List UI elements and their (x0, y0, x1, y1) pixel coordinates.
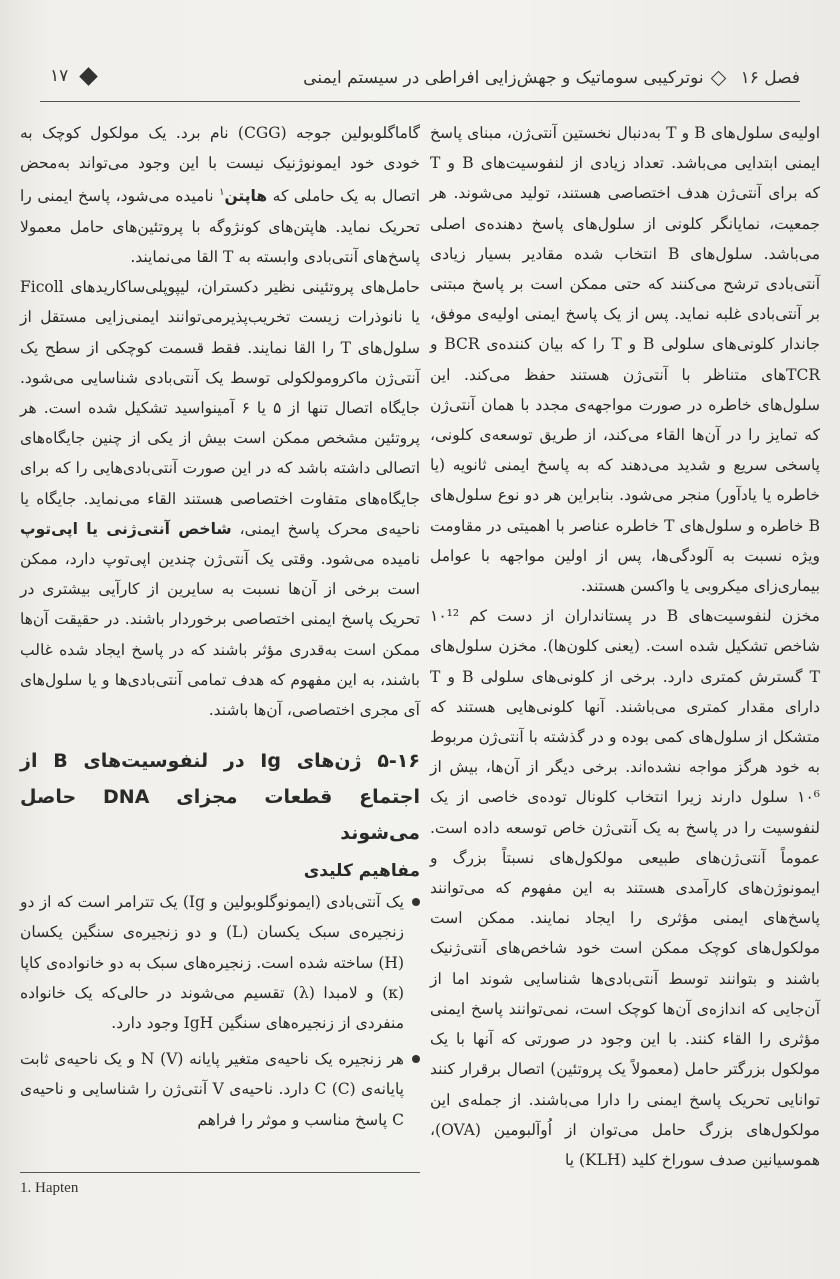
footnote: 1. Hapten (20, 1180, 79, 1196)
list-item: یک آنتی‌بادی (ایمونوگلوبولین و Ig) یک تترامر است که از دو زنجیره‌ی سبک یکسان (L) و دو زنجیره‌ی سنگین یکسان (H) ساخته شده است. زنجیره‌های سبک به دو خانواده‌ی کاپا (κ) و لامبدا (λ) تقسیم می‌شوند در حالی‌که یک خانواده منفردی از زنجیره‌های سنگین IgH وجود دارد. (20, 887, 420, 1038)
list-item: هر زنجیره یک ناحیه‌ی متغیر پایانه N (V) و یک ناحیه‌ی ثابت پایانه‌ی C (C) دارد. ناحیه‌ی V آنتی‌ژن را شناسایی و ناحیه‌ی C پاسخ مناسب و موثر را فراهم (20, 1044, 420, 1135)
page-number-block (50, 66, 105, 86)
header-rule (40, 101, 800, 102)
text-run: گاماگلوبولین جوجه (CGG) نام برد. یک مولکول کوچک به خودی خود ایمونوژنیک نیست با این وجود می‌تواند به‌محض اتصال به یک حاملی که (20, 124, 421, 206)
section-heading: ۵-۱۶ ژن‌های Ig در لنفوسیت‌های B از اجتماع قطعات مجزای DNA حاصل می‌شوند (20, 750, 420, 845)
filled-diamond-icon (80, 67, 98, 85)
diamond-icon (710, 70, 726, 86)
paragraph (20, 118, 420, 272)
text-run: حامل‌های پروتئینی نظیر دکستران، لیپوپلی‌ساکاریدهای Ficoll یا نانوذرات زیست تخریب‌پذیرمی‌توانند ایمنی‌زایی مستقل از سلول‌های T را القا نمایند. فقط قسمت کوچکی از سطح یک آنتی‌ژن ماکرومولکولی توسط یک آنتی‌بادی شناسایی می‌شود. جایگاه اتصال تنها از ۵ یا ۶ آمینواسید تشکیل شده است. هر پروتئین مشخص ممکن است بیش از یکی از چنین جایگاه‌های اتصالی داشته باشد که در این صورت آنتی‌بادی‌هایی را که برای جایگاه‌های متفاوت اختصاصی هستند القاء می‌نماید. جایگاه یا ناحیه‌ی محرک پاسخ ایمنی، (20, 278, 420, 538)
chapter-title: نوترکیبی سوماتیک و جهش‌زایی افراطی در سیستم ایمنی (303, 68, 704, 88)
key-concepts-list (20, 887, 420, 1135)
text-run: نامیده می‌شود، پاسخ ایمنی را تحریک نماید. هاپتن‌های کونژوگه با پروتئین‌های حامل معمولا پاسخ‌های آنتی‌بادی وابسته به T القا می‌نمایند. (20, 187, 420, 266)
page-number: ۱۷ (50, 66, 69, 86)
epitope-term: شاخص آنتی‌ژنی یا اپی‌توپ (20, 519, 232, 538)
footnote-rule (20, 1172, 420, 1173)
text-run: نامیده می‌شود. وقتی یک آنتی‌ژن چندین اپی‌توپ دارد، ممکن است برخی از آن‌ها نسبت به سایرین از کارآیی بیشتری در تحریک پاسخ ایمنی اختصاصی برخوردار باشند. در حقیقت آن‌ها ممکن است به‌قدری مؤثر باشند که در پاسخ ایجاد شده غالب باشند، به این مفهوم که هدف تمامی آنتی‌بادی‌ها و یا سلول‌های آی مجری اختصاصی، آن‌ها باشند. (20, 550, 420, 720)
running-header (40, 58, 800, 98)
chapter-label: فصل ۱۶ (740, 68, 800, 88)
left-column (20, 118, 420, 1141)
right-column (430, 118, 820, 1175)
paragraph: اولیه‌ی سلول‌های B و T به‌دنبال نخستین آنتی‌ژن، مبنای پاسخ ایمنی ابتدایی می‌باشد. تعداد زیادی از لنفوسیت‌های B و T که برای آنتی‌ژن هدف اختصاصی هستند، تولید می‌شوند. هر جمعیت، نمایانگر کلونی از سلول‌های پاسخ دهنده‌ی اصلی می‌باشد. سلول‌های B انتخاب شده مقادیر بسیار زیادی آنتی‌بادی ترشح می‌کنند که حتی ممکن است بر پاسخ مبتنی بر آنتی‌بادی غلبه نماید. پس از یک پاسخ ایمنی اولیه‌ی موفق، جاندار کلونی‌های سلولی B و T را که بیان کننده‌ی BCR و TCRهای متناظر با آنتی‌ژن هستند حفظ می‌کند. این سلول‌های خاطره در صورت مواجهه‌ی مجدد با همان آنتی‌ژن که تمایز را در آن‌ها القاء می‌کند، از طریق توسعه‌ی کلونی، پاسخی سریع و شدید می‌دهند که به پاسخ ایمنی ثانویه (یا خاطره یا یادآور) منجر می‌شود. بنابراین هر دو نوع سلول‌های B خاطره و سلول‌های T خاطره عناصر با اهمیتی در مقاومت ویژه نسبت به آلودگی‌ها، پس از اولین مواجهه با عوامل بیماری‌زای میکروبی یا واکسن هستند. (430, 124, 821, 596)
paragraph (20, 272, 420, 725)
footnote-marker: ۱ (219, 187, 225, 199)
hapten-term: هاپتن (224, 187, 268, 206)
key-concepts-heading: مفاهیم کلیدی (303, 861, 420, 882)
paragraph: مخزن لنفوسیت‌های B در پستانداران از دست کم ۱۰¹² شاخص تشکیل شده است. (یعنی کلون‌ها). مخزن سلول‌های T گسترش کمتری دارد. برخی از کلونی‌های سلولی B و T دارای مقدار کمتری می‌باشند. آنها کلونی‌هایی هستند که متشکل از سلول‌های کمی بوده و در گذشته با آنتی‌ژن مربوط به خود هرگز مواجه نشده‌اند. برخی دیگر از آن‌ها، بیش از ۱۰⁶ سلول دارند زیرا انتخاب کلونال توده‌ی خاصی از یک لنفوسیت را در پاسخ به یک آنتی‌ژن خاص توسعه داده است. عموماً آنتی‌ژن‌های طبیعی مولکول‌های نسبتاً بزرگ و ایمونوژن‌های کارآمدی هستند به این مفهوم که می‌توانند پاسخ‌های ایمنی مؤثری را ایجاد نمایند. ممکن است مولکول‌های کوچک ممکن است خود شاخص‌های آنتی‌ژنیک باشند و بتوانند توسط آنتی‌بادی‌ها شناسایی شوند اما از آن‌جایی که اندازه‌ی آن‌ها کوچک است، نمی‌توانند پاسخ ایمنی مؤثری را القاء کنند. با این وجود در صورتی که آنها با یک مولکول بزرگتر حامل (معمولاً یک پروتئین) اتصال برقرار کنند توانایی تحریک پاسخ ایمنی را دارا می‌باشند. از جمله‌ی این مولکول‌های بزرگ حامل می‌توان از اُوآلبومین (OVA)، هموسیانین صدف سوراخ کلید (KLH) یا (430, 607, 820, 1169)
